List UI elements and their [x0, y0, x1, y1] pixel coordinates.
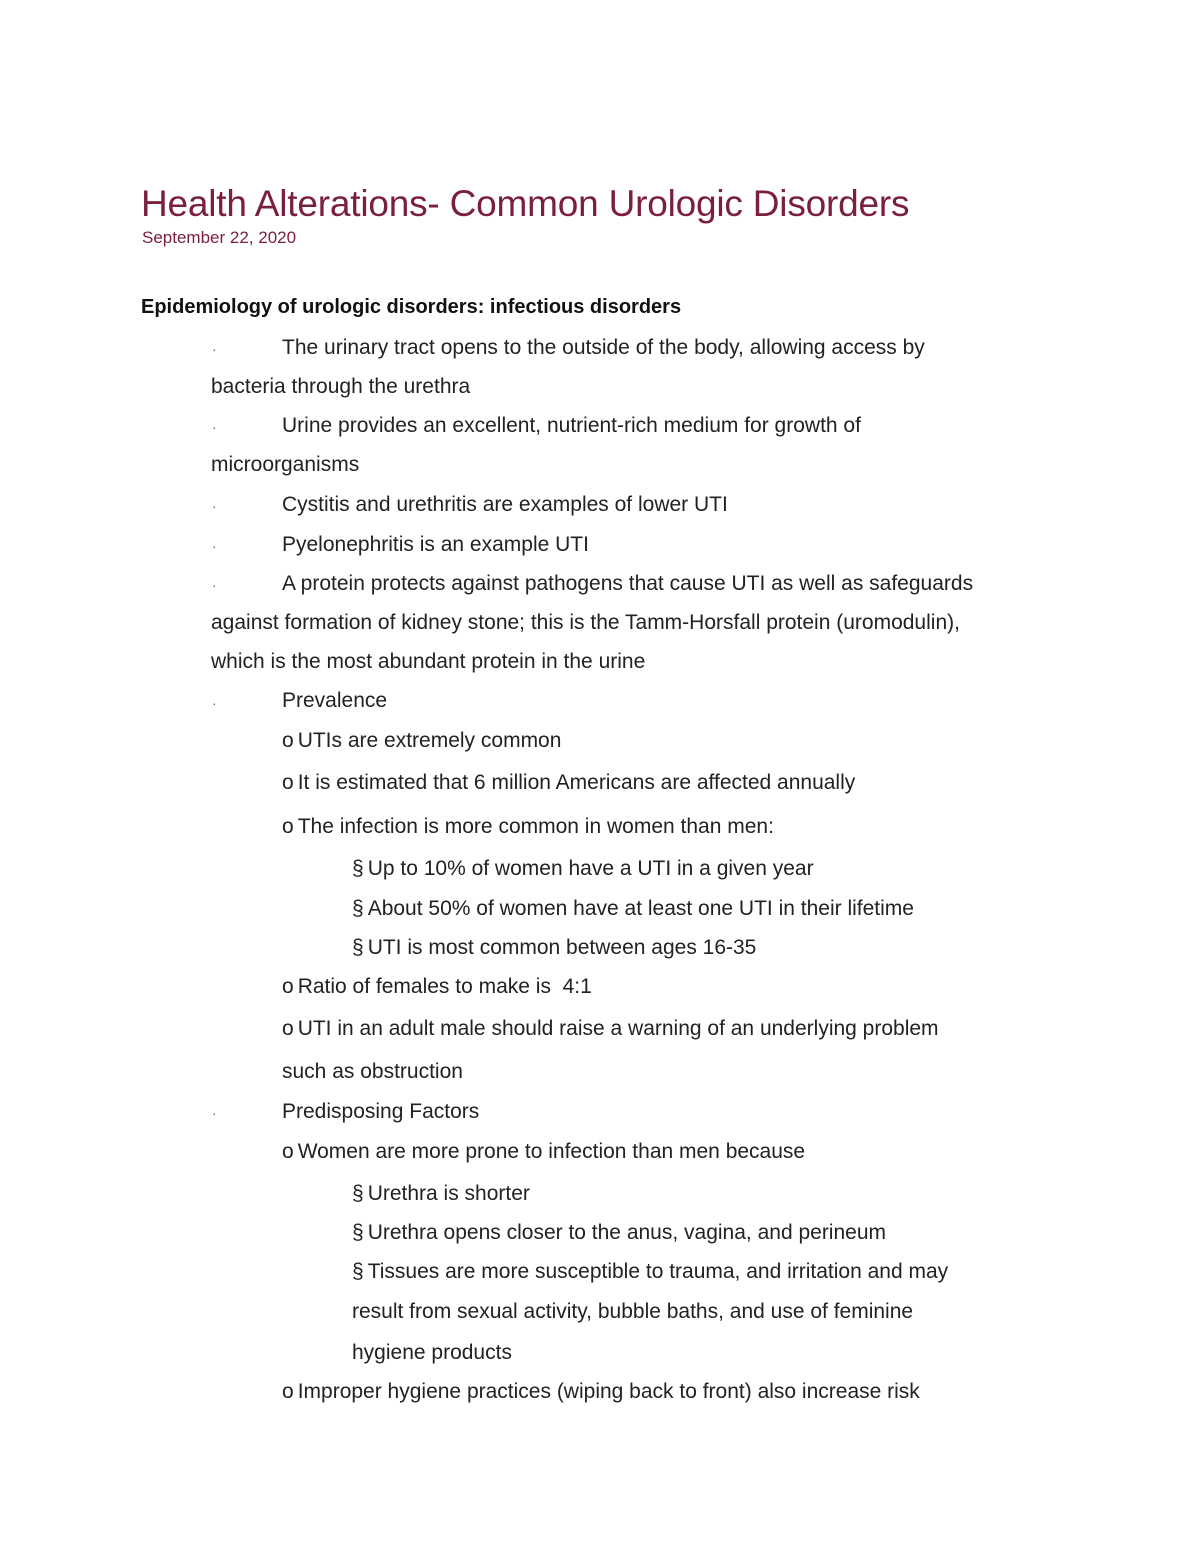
sub-list-item-text: Women are more prone to infection than men because	[297, 1140, 806, 1163]
sub-sub-list-item-text: Urethra is shorter	[367, 1182, 530, 1205]
section-heading: Epidemiology of urologic disorders: infectious disorders	[141, 296, 682, 318]
list-item-continuation: against formation of kidney stone; this is the Tamm-Horsfall protein (uromodulin),	[211, 611, 960, 634]
sub-bullet-marker: o	[282, 815, 294, 838]
sub-list-item	[282, 1017, 939, 1041]
list-item: Pyelonephritis is an example UTI	[282, 533, 589, 556]
sub-sub-list-item	[352, 1182, 530, 1206]
sub-sub-list-item-text: UTI is most common between ages 16-35	[367, 936, 757, 959]
bullet-marker: ·	[212, 419, 217, 435]
list-item-continuation: microorganisms	[211, 453, 360, 476]
sub-bullet-marker: o	[282, 975, 294, 998]
sub-list-item	[282, 1140, 805, 1164]
sub-bullet-marker: o	[282, 1140, 294, 1163]
bullet-marker: ·	[212, 1105, 217, 1121]
sub-sub-list-item-text: Up to 10% of women have a UTI in a given year	[367, 857, 814, 880]
sub-list-item-text: It is estimated that 6 million Americans are affected annually	[297, 771, 856, 794]
sub-sub-list-item-text: About 50% of women have at least one UTI in their lifetime	[367, 897, 914, 920]
list-item-continuation: bacteria through the urethra	[211, 375, 471, 398]
sub-list-item-text: Improper hygiene practices (wiping back to front) also increase risk	[297, 1380, 920, 1403]
sub-sub-list-item	[352, 936, 756, 960]
bullet-marker: ·	[212, 577, 217, 593]
sub-list-item	[282, 729, 561, 753]
list-item: Predisposing Factors	[282, 1100, 480, 1123]
section-sign-marker: §	[352, 1260, 364, 1283]
sub-list-item-text: UTIs are extremely common	[297, 729, 562, 752]
document-date: September 22, 2020	[142, 228, 297, 247]
sub-sub-list-item-text: Tissues are more susceptible to trauma, and irritation and may	[367, 1260, 949, 1283]
sub-bullet-marker: o	[282, 771, 294, 794]
list-item-continuation: which is the most abundant protein in the urine	[211, 650, 646, 673]
sub-list-item	[282, 1380, 920, 1404]
sub-list-item-text: The infection is more common in women than men:	[297, 815, 774, 838]
section-sign-marker: §	[352, 1182, 364, 1205]
section-sign-marker: §	[352, 857, 364, 880]
sub-bullet-marker: o	[282, 1017, 294, 1040]
bullet-marker: ·	[212, 538, 217, 554]
sub-list-item-text: Ratio of females to make is 4:1	[297, 975, 592, 998]
sub-list-item	[282, 815, 774, 839]
sub-list-item	[282, 771, 855, 795]
sub-sub-list-item-text: Urethra opens closer to the anus, vagina, and perineum	[367, 1221, 887, 1244]
sub-sub-list-item	[352, 857, 814, 881]
bullet-marker: ·	[212, 498, 217, 514]
sub-bullet-marker: o	[282, 729, 294, 752]
sub-sub-list-item-continuation: result from sexual activity, bubble baths, and use of feminine	[352, 1300, 914, 1323]
sub-sub-list-item	[352, 1260, 948, 1284]
list-item: Cystitis and urethritis are examples of lower UTI	[282, 493, 728, 516]
sub-sub-list-item	[352, 897, 914, 921]
bullet-marker: ·	[212, 695, 217, 711]
sub-list-item-text: UTI in an adult male should raise a warning of an underlying problem	[297, 1017, 939, 1040]
sub-bullet-marker: o	[282, 1380, 294, 1403]
list-item: Prevalence	[282, 689, 388, 712]
list-item: A protein protects against pathogens that cause UTI as well as safeguards	[282, 572, 974, 595]
sub-list-item	[282, 975, 592, 999]
sub-sub-list-item-continuation: hygiene products	[352, 1341, 512, 1364]
sub-list-item-continuation: such as obstruction	[282, 1060, 463, 1083]
page-title: Health Alterations- Common Urologic Disorders	[141, 183, 910, 224]
section-sign-marker: §	[352, 936, 364, 959]
bullet-marker: ·	[212, 341, 217, 357]
sub-sub-list-item	[352, 1221, 886, 1245]
list-item: The urinary tract opens to the outside of the body, allowing access by	[282, 336, 925, 359]
section-sign-marker: §	[352, 1221, 364, 1244]
list-item: Urine provides an excellent, nutrient-rich medium for growth of	[282, 414, 861, 437]
section-sign-marker: §	[352, 897, 364, 920]
